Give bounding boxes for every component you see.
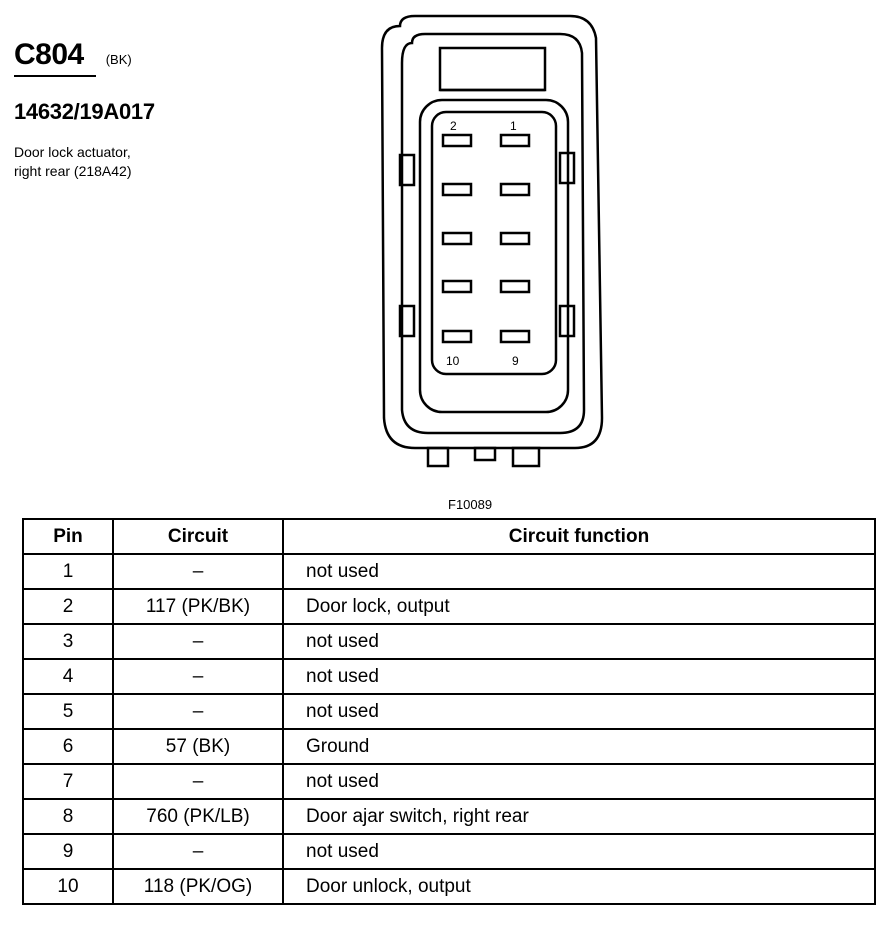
figure-label: F10089 xyxy=(448,497,493,512)
pin-cell: 10 xyxy=(23,869,113,904)
pin-cell: 7 xyxy=(23,764,113,799)
function-cell: not used xyxy=(283,659,875,694)
function-cell: not used xyxy=(283,834,875,869)
connector-title-row xyxy=(14,38,155,72)
pin-cell: 1 xyxy=(23,554,113,589)
connector-underline xyxy=(14,75,96,77)
circuit-cell: – xyxy=(113,764,283,799)
connector-description xyxy=(14,143,155,181)
table-row xyxy=(23,799,875,834)
pin-label-2: 2 xyxy=(450,119,457,133)
pin-cell: 4 xyxy=(23,659,113,694)
pin-slot-5 xyxy=(501,233,529,244)
pin-cell: 9 xyxy=(23,834,113,869)
pin-slots xyxy=(443,135,529,342)
table-header-row xyxy=(23,519,875,554)
pin-cell: 5 xyxy=(23,694,113,729)
table-row xyxy=(23,694,875,729)
function-cell: Ground xyxy=(283,729,875,764)
description-line-1: Door lock actuator, xyxy=(14,144,131,160)
circuit-cell: – xyxy=(113,554,283,589)
pin-cell: 8 xyxy=(23,799,113,834)
function-cell: Door unlock, output xyxy=(283,869,875,904)
top-latch xyxy=(440,48,545,90)
pin-slot-9 xyxy=(501,331,529,342)
table-row xyxy=(23,624,875,659)
table-row xyxy=(23,554,875,589)
pin-table xyxy=(22,518,876,905)
table-row xyxy=(23,589,875,624)
pin-slot-6 xyxy=(443,233,471,244)
connector-color: (BK) xyxy=(105,52,132,67)
pin-slot-8 xyxy=(443,281,471,292)
function-cell: not used xyxy=(283,694,875,729)
pin-slot-3 xyxy=(501,184,529,195)
pin-slot-2 xyxy=(443,135,471,146)
pin-cell: 2 xyxy=(23,589,113,624)
bottom-terminal-middle xyxy=(475,448,495,460)
pin-label-9: 9 xyxy=(512,354,519,368)
pin-slot-10 xyxy=(443,331,471,342)
function-cell: Door ajar switch, right rear xyxy=(283,799,875,834)
function-cell: not used xyxy=(283,554,875,589)
bottom-terminal-left xyxy=(428,448,448,466)
circuit-cell: 118 (PK/OG) xyxy=(113,869,283,904)
circuit-cell: – xyxy=(113,624,283,659)
table-row xyxy=(23,869,875,904)
part-number: 14632/19A017 xyxy=(14,99,155,124)
header-function: Circuit function xyxy=(283,519,875,554)
connector-id: C804 xyxy=(14,38,84,71)
pin-slot-1 xyxy=(501,135,529,146)
function-cell: not used xyxy=(283,764,875,799)
header-pin: Pin xyxy=(23,519,113,554)
pin-label-10: 10 xyxy=(446,354,460,368)
header-circuit: Circuit xyxy=(113,519,283,554)
circuit-cell: – xyxy=(113,659,283,694)
pin-slot-7 xyxy=(501,281,529,292)
connector-face-diagram xyxy=(370,8,620,478)
pin-cell: 6 xyxy=(23,729,113,764)
pin-label-1: 1 xyxy=(510,119,517,133)
circuit-cell: 760 (PK/LB) xyxy=(113,799,283,834)
table-row xyxy=(23,834,875,869)
connector-header xyxy=(14,38,155,181)
circuit-cell: 57 (BK) xyxy=(113,729,283,764)
function-cell: Door lock, output xyxy=(283,589,875,624)
circuit-cell: 117 (PK/BK) xyxy=(113,589,283,624)
circuit-cell: – xyxy=(113,834,283,869)
table-row xyxy=(23,729,875,764)
table-row xyxy=(23,764,875,799)
table-row xyxy=(23,659,875,694)
pin-cell: 3 xyxy=(23,624,113,659)
description-line-2: right rear (218A42) xyxy=(14,163,132,179)
function-cell: not used xyxy=(283,624,875,659)
circuit-cell: – xyxy=(113,694,283,729)
bottom-terminal-right xyxy=(513,448,539,466)
pin-slot-4 xyxy=(443,184,471,195)
